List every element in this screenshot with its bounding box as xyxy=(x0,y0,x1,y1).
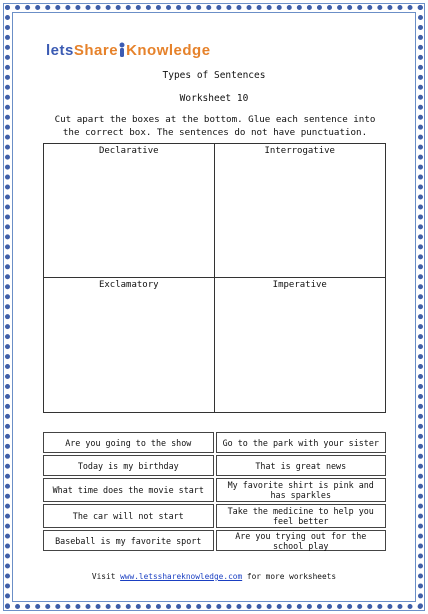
sentence-strip: Baseball is my favorite sport xyxy=(43,530,214,551)
worksheet-title: Types of Sentences xyxy=(162,70,266,81)
sentence-strip: That is great news xyxy=(216,455,387,476)
sentence-strip: Are you trying out for the school play xyxy=(216,530,387,551)
worksheet-number: Worksheet 10 xyxy=(179,93,249,104)
logo-part-knowledge: Knowledge xyxy=(126,41,211,59)
sentence-cutouts xyxy=(43,432,386,551)
category-grid xyxy=(43,143,386,413)
sentence-strip: My favorite shirt is pink and has sparkles xyxy=(216,478,387,502)
sentence-strip: Take the medicine to help you feel better xyxy=(216,504,387,528)
category-box-exclamatory: Exclamatory xyxy=(44,278,215,412)
sentence-strip: Today is my birthday xyxy=(43,455,214,476)
footer-prefix: Visit xyxy=(91,572,116,581)
logo-part-lets: lets xyxy=(46,41,74,59)
sentence-strip: What time does the movie start xyxy=(43,478,214,502)
sentence-strip: Go to the park with your sister xyxy=(216,432,387,453)
footer-website-link[interactable]: www.letsshareknowledge.com xyxy=(120,572,243,581)
logo-people-icon xyxy=(118,42,126,58)
category-box-declarative: Declarative xyxy=(44,144,215,278)
category-box-interrogative: Interrogative xyxy=(215,144,386,278)
footer xyxy=(0,572,428,581)
sentence-strip: Are you going to the show xyxy=(43,432,214,453)
sentence-strip: The car will not start xyxy=(43,504,214,528)
category-box-imperative: Imperative xyxy=(272,280,327,290)
logo-part-share: Share xyxy=(73,41,119,59)
instructions-text: Cut apart the boxes at the bottom. Glue each sentence into the correct box. The sentences do not have punctuation. xyxy=(54,114,376,138)
footer-suffix: for more worksheets xyxy=(246,572,337,581)
site-logo xyxy=(46,39,211,61)
